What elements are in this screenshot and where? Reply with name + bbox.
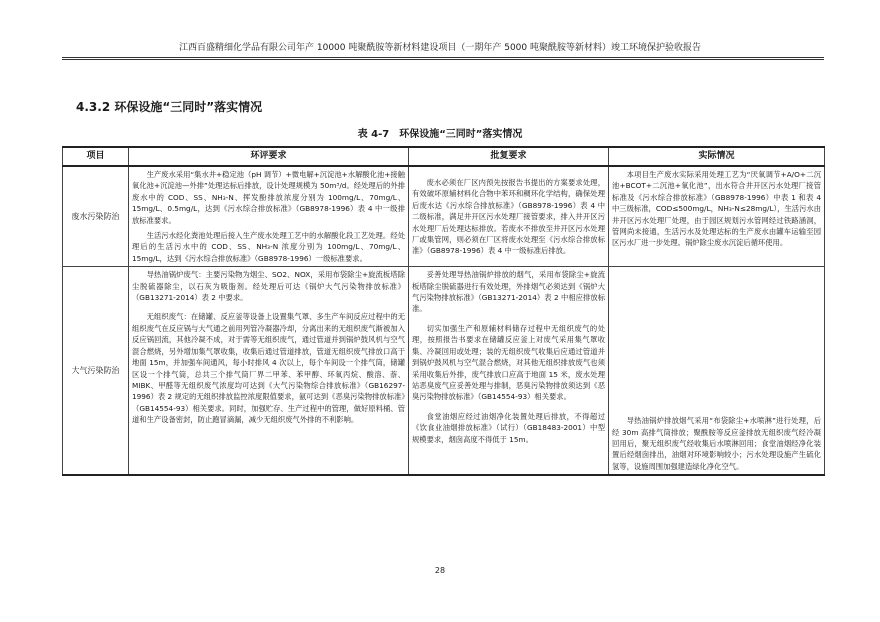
approval-paragraph: 食堂油烟应经过油烟净化装置处理后排放，不得超过《饮食业油烟排放标准》（试行）（GB18483-2001）中型规模要求，烟囱高度不得低于 15m。 <box>412 411 605 444</box>
page-number: 28 <box>434 566 446 575</box>
table-row-air <box>63 267 825 476</box>
category-cell: 大气污染防治 <box>63 267 129 476</box>
actual-cell <box>609 267 825 476</box>
three-simultaneous-table <box>62 146 825 476</box>
actual-paragraph: 本项目生产废水实际采用处理工艺为“厌氧调节+A/O+二沉池+BCOT+二沉池+氧化池”，出水符合井开区污水处理厂接管标准及《污水综合排放标准》（GB8978-1996）中表 1 和表 4 中三级标准，COD≤500mg/L，NH₃-N≤28mg/L），生活污水由井开区污水处理厂处理，由于园区规划污水管网经过铁路涵洞，管网尚未接通，生活污水及处理达标的生产废水由罐车运输至园区污水厂进一步处理。锅炉除尘废水沉淀后循环使用。 <box>612 170 821 248</box>
table-title: 表 4-7 环保设施“三同时”落实情况 <box>357 129 523 140</box>
eia-cell <box>129 166 409 267</box>
approval-paragraph: 妥善处理导热油锅炉排放的烟气，采用布袋除尘+旋流板塔除尘脱硫器进行有效处理，外排烟气必须达到《锅炉大气污染物排放标准》（GB13271-2014）表 2 中相应排放标准。 <box>412 270 605 314</box>
col-header-item: 项目 <box>63 147 129 166</box>
eia-paragraph: 生产废水采用“集水井+稳定池（pH 调节）+微电解+沉淀池+水解酸化池+接触氧化池+沉淀池—外排”处理达标后排放，设计处理规模为 50m³/d。经处理后的外排废水中的 COD、SS、NH₃-N、挥发酚排放浓度分别为 100mg/L、70mg/L、15mg/L、0.5mg/L，达到《污水综合排放标准》（GB8978-1996）表 4 中一级排放标准要求。 <box>132 170 405 225</box>
header-rule <box>62 57 824 58</box>
approval-paragraph: 切实加强生产和原辅材料储存过程中无组织废气的处理，按照报告书要求在储罐反应釜上对废气采用集气罩收集、冷凝回用或处理；装的无组织废气收集后应通过管道并到锅炉鼓风机与空气混合燃烧，对其他无组织排放废气也须采用收集后外排，废气排放口应高于地面 15 米，废水处理站恶臭废气应妥善处理与排制，恶臭污染物排放须达到《恶臭污染物排放标准》（GB14554-93）相关要求。 <box>412 323 605 402</box>
actual-paragraph: 导热油锅炉排放烟气采用“布袋除尘+水喷淋”进行处理，后经 30m 高排气筒排放；聚酰胺等反应釜排放无组织废气经冷凝回用后，聚无组织废气经收集后水喷淋回用；食堂油烟经净化装置后经烟囱排出，油烟对环境影响较小；污水处理设施产生硫化氢等，设施周围加强建造绿化净化空气。 <box>612 416 821 471</box>
section-title: 4.3.2 环保设施“三同时”落实情况 <box>76 100 263 114</box>
eia-paragraph: 生活污水经化粪池处理后接入生产废水处理工艺中的水解酸化段工艺处理。经处理后的生活污水中的 COD、SS、NH₃-N 浓度分别为 100mg/L、70mg/L、15mg/L，达到《污水综合排放标准》（GB8978-1996）一级标准要求。 <box>132 231 405 263</box>
approval-cell <box>409 166 609 267</box>
col-header-actual: 实际情况 <box>609 147 825 166</box>
actual-cell <box>609 166 825 267</box>
col-header-eia: 环评要求 <box>129 147 409 166</box>
category-cell: 废水污染防治 <box>63 166 129 267</box>
approval-cell <box>409 267 609 476</box>
running-header: 江西百盛精细化学品有限公司年产 10000 吨聚酰胺等新材料建设项目（一期年产 5000 吨聚酰胺等新材料）竣工环境保护验收报告 <box>179 43 701 53</box>
col-header-approval: 批复要求 <box>409 147 609 166</box>
eia-paragraph: 无组织废气：在储罐、反应釜等设备上设置集气罩、多生产车间反应过程中的无组织废气在反应锅与大气通之前用列管冷凝器冷却，分离出来的无组织废气渐被加入反应锅回流，其他冷凝不成，对于需等无组织废气，通过管道并到锅炉鼓风机与空气混合燃烧，另外增加集气罩收集，收集后通过管道排放，管道无组织废气排放口高于地面 15m，并加强车间通风，每小时排风 4 次以上，每个车间设一个排气筒，储罐区设一个排气筒，总共三个排气筒厂界二甲苯、苯甲醇、环氧丙烷、酸溶、萘、MIBK、甲醛等无组织废气浓度均可达到《大气污染物综合排放标准》（GB16297-1996）表 2 规定的无组织排放监控浓度限值要求，氨可达到《恶臭污染物排放标准》（GB14554-93）相关要求。同时，加强贮存、生产过程中的管理，做好原料桶、管道和生产设备密封，防止跑冒滴漏，减少无组织废气外排的不利影响。 <box>132 312 405 425</box>
eia-paragraph: 导热油锅炉废气：主要污染物为烟尘、SO2、NOX，采用布袋除尘+旋流板塔除尘脱硫器除尘，以石灰为吸脂剂。经处理后可达《锅炉大气污染物排放标准》（GB13271-2014）表 2 中要求。 <box>132 270 405 303</box>
approval-paragraph: 废水必须在厂区内预先按报告书提出的方案要求处理，有效破坏原辅材料化合物中苯环和稠环化学结构，确保处理后废水达《污水综合排放标准》（GB8978-1996）表 4 中二级标准，满足井开区污水处理厂接管要求，排入井开区污水处理厂后处理达标排放。若废水不排放至井开区污水处理厂或集管网，则必须在厂区将废水处理至《污水综合排放标准》（GB8978-1996）表 4 中一级标准后排放。 <box>412 178 605 256</box>
table-row-wastewater <box>63 166 825 267</box>
table-header-row <box>63 147 825 166</box>
eia-cell <box>129 267 409 476</box>
header-rule-double <box>62 59 824 60</box>
